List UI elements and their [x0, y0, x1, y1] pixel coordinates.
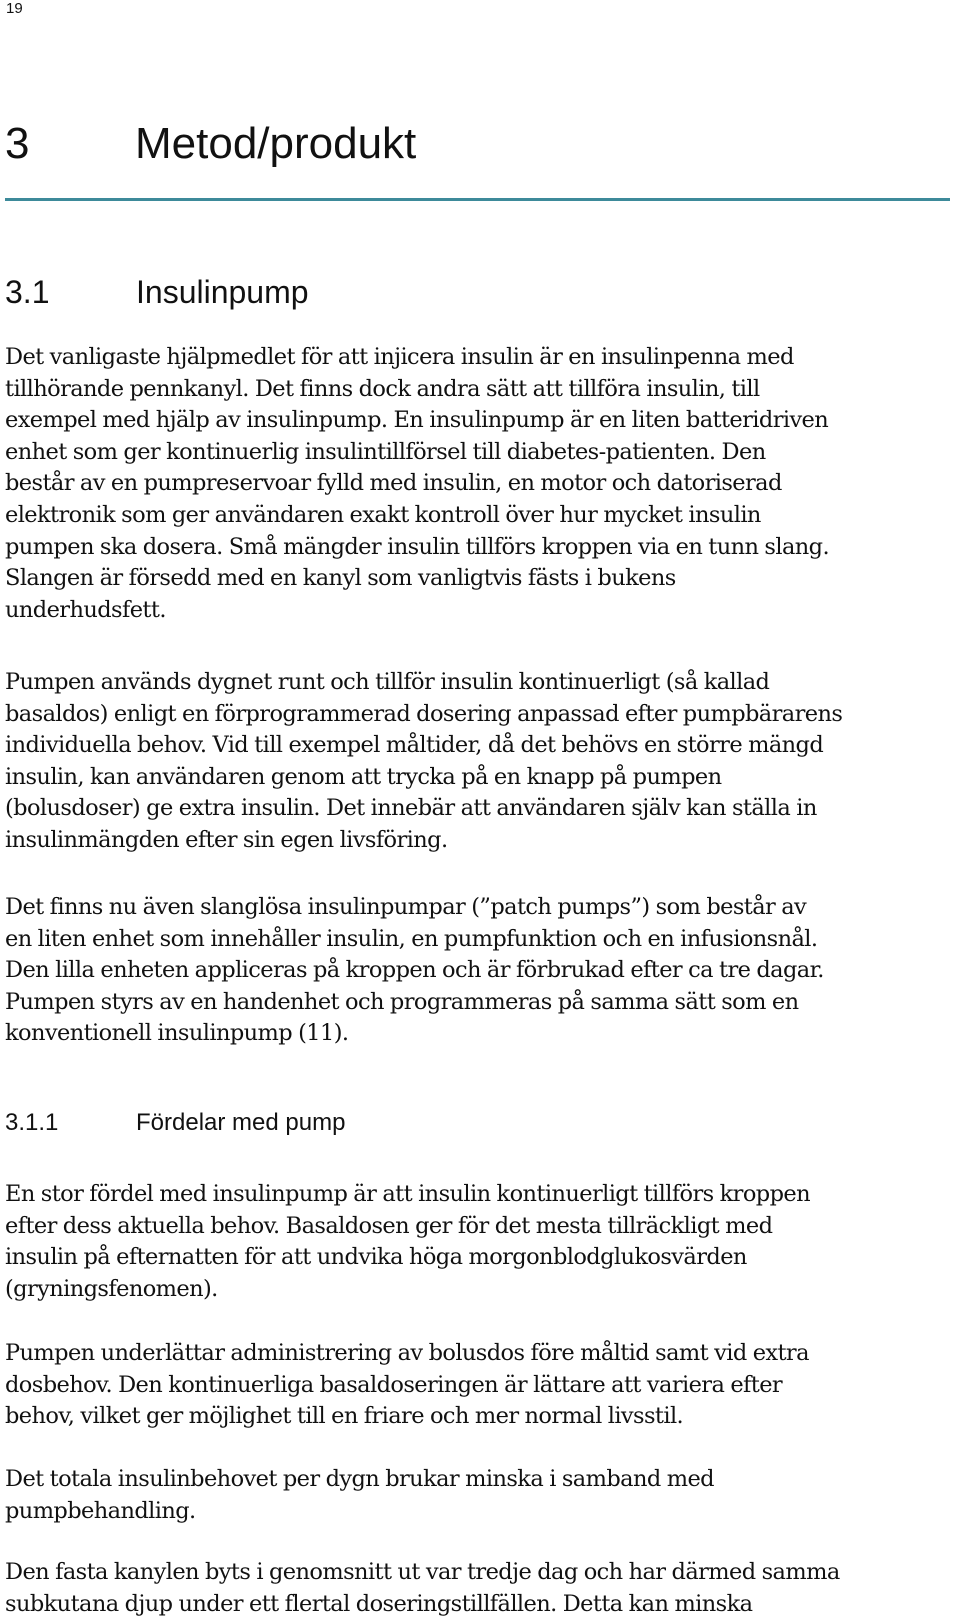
- paragraph-pump-usage: [5, 667, 955, 857]
- text-line: består av en pumpreservoar fylld med insulin, en motor och datoriserad: [5, 470, 782, 497]
- text-line: insulin på efternatten för att undvika höga morgonblodglukosvärden: [5, 1244, 747, 1271]
- text-line: pumpbehandling.: [5, 1497, 196, 1524]
- subsection-title: Fördelar med pump: [136, 1109, 346, 1136]
- paragraph-advantage-cannula: [5, 1557, 955, 1620]
- page-number: 19: [6, 0, 23, 17]
- text-line: elektronik som ger användaren exakt kontroll över hur mycket insulin: [5, 501, 761, 528]
- paragraph-pump-intro: [5, 342, 955, 626]
- text-line: basaldos) enligt en förprogrammerad dosering anpassad efter pumpbärarens: [5, 700, 843, 727]
- text-line: Pumpen underlättar administrering av bolusdos före måltid samt vid extra: [5, 1340, 809, 1366]
- text-line: Det totala insulinbehovet per dygn brukar minska i samband med: [5, 1466, 714, 1492]
- paragraph-patch-pumps: [5, 892, 955, 1050]
- text-line: enhet som ger kontinuerlig insulintillförsel till diabetes-patienten. Den: [5, 438, 766, 465]
- text-line: dosbehov. Den kontinuerliga basaldoseringen är lättare att variera efter: [5, 1371, 783, 1398]
- paragraph-advantage-basal: [5, 1179, 955, 1305]
- text-line: tillhörande pennkanyl. Det finns dock andra sätt att tillföra insulin, till: [5, 375, 760, 402]
- text-line: Det vanligaste hjälpmedlet för att injicera insulin är en insulinpenna med: [5, 344, 794, 370]
- paragraph-advantage-bolus: [5, 1338, 955, 1433]
- text-line: underhudsfett.: [5, 596, 166, 623]
- section-heading: [5, 272, 309, 312]
- text-line: (bolusdoser) ge extra insulin. Det innebär att användaren själv kan ställa in: [5, 795, 817, 822]
- text-line: Pumpen används dygnet runt och tillför insulin kontinuerligt (så kallad: [5, 669, 770, 695]
- chapter-heading: [5, 116, 416, 172]
- text-line: pumpen ska dosera. Små mängder insulin tillförs kroppen via en tunn slang.: [5, 533, 830, 560]
- section-title: Insulinpump: [136, 274, 309, 310]
- text-line: Den lilla enheten appliceras på kroppen och är förbrukad efter ca tre dagar.: [5, 957, 824, 984]
- text-line: insulin, kan användaren genom att trycka på en knapp på pumpen: [5, 763, 722, 790]
- text-line: Slangen är försedd med en kanyl som vanligtvis fästs i bukens: [5, 565, 676, 592]
- text-line: Den fasta kanylen byts i genomsnitt ut var tredje dag och har därmed samma: [5, 1559, 840, 1585]
- text-line: exempel med hjälp av insulinpump. En insulinpump är en liten batteridriven: [5, 407, 829, 434]
- text-line: En stor fördel med insulinpump är att insulin kontinuerligt tillförs kroppen: [5, 1181, 810, 1207]
- text-line: en liten enhet som innehåller insulin, en pumpfunktion och en infusionsnål.: [5, 925, 818, 952]
- text-line: konventionell insulinpump (11).: [5, 1020, 349, 1047]
- text-line: individuella behov. Vid till exempel måltider, då det behövs en större mängd: [5, 732, 824, 759]
- subsection-heading: [5, 1108, 345, 1138]
- text-line: (gryningsfenomen).: [5, 1275, 218, 1302]
- section-number: 3.1: [5, 274, 50, 310]
- subsection-number: 3.1.1: [5, 1109, 59, 1136]
- text-line: efter dess aktuella behov. Basaldosen ger för det mesta tillräckligt med: [5, 1212, 773, 1239]
- text-line: subkutana djup under ett flertal doseringstillfällen. Detta kan minska: [5, 1590, 753, 1617]
- chapter-number: 3: [5, 119, 30, 168]
- text-line: insulinmängden efter sin egen livsföring.: [5, 826, 448, 853]
- text-line: behov, vilket ger möjlighet till en friare och mer normal livsstil.: [5, 1403, 684, 1430]
- text-line: Pumpen styrs av en handenhet och programmeras på samma sätt som en: [5, 988, 799, 1015]
- chapter-title: Metod/produkt: [135, 119, 417, 168]
- paragraph-advantage-total: [5, 1464, 955, 1527]
- text-line: Det finns nu även slanglösa insulinpumpar (”patch pumps”) som består av: [5, 894, 807, 920]
- chapter-heading-rule: [5, 198, 950, 201]
